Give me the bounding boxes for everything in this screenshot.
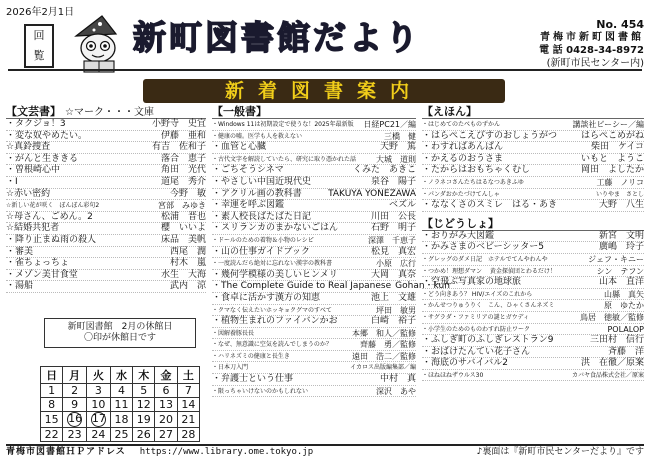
calendar-day: 5 <box>133 384 155 398</box>
book-title: ・ハリネズミの健康と長生き <box>212 352 290 360</box>
book-title: ・おばけたんてい花子さん <box>422 346 531 357</box>
category-heading <box>6 105 206 119</box>
book-author: 大岡 真奈 <box>370 269 416 280</box>
book-entry <box>422 289 644 301</box>
book-title: ・審美 <box>6 246 34 257</box>
book-entry <box>422 165 644 177</box>
calendar-day: 26 <box>133 428 155 442</box>
book-author: 日経PC21／編 <box>363 120 416 129</box>
book-title: ・クマなく伝えたいホッキョクグマのすべて <box>212 306 332 314</box>
book-entry <box>212 142 416 154</box>
book-entry <box>422 154 644 166</box>
category-heading <box>422 217 644 231</box>
book-entry <box>6 235 206 247</box>
book-entry <box>6 270 206 282</box>
calendar-week <box>41 384 200 398</box>
book-author: 山本 直洋 <box>598 277 644 288</box>
book-author: 床品 美帆 <box>160 234 206 245</box>
book-title: ・海底のサバイバル2 <box>422 358 509 369</box>
book-title: ・かみさまのベビーシッター5 <box>422 242 545 253</box>
book-title: ☆母さん、ごめん。2 <box>6 211 93 222</box>
book-author: TAKUYA YONEZAWA <box>328 188 416 199</box>
book-title: ・アクリル画の教科書 <box>212 188 302 199</box>
book-entry <box>6 189 206 201</box>
calendar-day-closed <box>87 412 111 428</box>
calendar-day: 23 <box>63 428 87 442</box>
book-author: 角田 光代 <box>160 165 206 176</box>
book-title: ・日本刀入門 <box>212 364 249 372</box>
book-title: ・I <box>6 176 18 187</box>
book-entry <box>212 119 416 131</box>
book-entry <box>6 281 206 293</box>
calendar-day: 6 <box>155 384 177 398</box>
calendar-day: 8 <box>41 398 63 412</box>
book-entry <box>422 347 644 359</box>
calendar-day: 1 <box>41 384 63 398</box>
book-author: 天野 篤 <box>379 142 416 153</box>
book-entry <box>6 131 206 143</box>
book-entry <box>422 254 644 266</box>
book-author: 鳥居 徳敏／監修 <box>580 312 644 322</box>
book-title: ・どう向きあう？ HIV/エイズのこれから <box>422 290 533 298</box>
book-author: 坪田 敏男 <box>376 305 416 315</box>
book-entry <box>6 154 206 166</box>
book-author: 白崎 裕子 <box>370 316 416 327</box>
book-title: ・はじめてのたべものずかん <box>422 121 501 128</box>
book-title: ・かえるのおうさま <box>422 153 504 164</box>
book-author: 柴田 ケイコ <box>590 142 644 153</box>
book-entry <box>212 177 416 189</box>
issue-date: 2026年2月1日 <box>6 7 75 18</box>
book-entry <box>212 235 416 247</box>
book-author: 櫻 いいよ <box>160 223 206 234</box>
book-title: ・湯船 <box>6 281 34 292</box>
book-title: ☆新しい花が咲く ぼんぼん彩句2 <box>6 202 100 210</box>
calendar-day: 9 <box>63 398 87 412</box>
mascot-illustration <box>70 14 130 76</box>
book-entry <box>422 200 644 212</box>
book-entry <box>422 131 644 143</box>
book-title: ・はらぺこえびすのおしょうがつ <box>422 130 558 141</box>
book-author: 池上 文雄 <box>370 292 416 303</box>
book-title: ・小学生のためのものわすれ防止ワーク <box>422 325 531 333</box>
book-entry <box>212 316 416 328</box>
book-author: 斉藤 洋 <box>607 346 644 357</box>
book-title: ・限っちゃいけないのかもしれない <box>212 387 309 395</box>
book-author: ジェフ・キニー <box>588 254 644 264</box>
book-author: 三田村 信行 <box>589 335 644 346</box>
book-author: くみた あきこ <box>352 165 416 176</box>
book-entry <box>6 200 206 212</box>
book-entry <box>422 358 644 370</box>
book-title: ・ドールのための着物＆小物のレシピ <box>212 236 314 244</box>
back-page-note: ♪裏面は『新町市民センターだより』です <box>476 447 644 457</box>
book-entry <box>212 270 416 282</box>
book-author: 深澤 千恵子 <box>368 235 416 245</box>
calendar-day: 4 <box>110 384 132 398</box>
book-entry <box>212 305 416 317</box>
book-entry <box>422 335 644 347</box>
book-entry <box>212 154 416 166</box>
book-title: ・植物生まれのファイバンかお <box>212 316 338 327</box>
book-title: ・雀ちょっちょ <box>6 258 70 269</box>
book-author: 大野 八生 <box>598 200 644 211</box>
book-entry <box>6 142 206 154</box>
book-title: ・曽根崎心中 <box>6 165 61 176</box>
calendar-day: 22 <box>41 428 63 442</box>
book-author: 落合 恵子 <box>160 153 206 164</box>
book-title: ・The Complete Guide to Real Japanese <box>212 281 392 292</box>
book-author: 本郷 和人／監修 <box>352 328 416 338</box>
calendar-day: 21 <box>177 412 199 428</box>
website-link[interactable]: https://www.library.ome.tokyo.jp <box>139 447 314 457</box>
weekday-header: 月 <box>63 367 87 384</box>
book-title: ・サグラダ・ファミリアの謎とガウディ <box>422 313 530 321</box>
calendar-week <box>41 398 200 412</box>
book-entry <box>422 142 644 154</box>
category-heading <box>212 105 416 119</box>
book-entry <box>422 242 644 254</box>
calendar-grid <box>40 366 200 442</box>
closure-calendar <box>40 318 200 442</box>
book-entry <box>422 119 644 131</box>
book-title: ・たからはおもちゃくむし <box>422 165 531 176</box>
book-author: 講談社ビーシー／編 <box>572 120 644 129</box>
book-title: ・メゾン美甘食堂 <box>6 269 78 280</box>
category-label: 【じどうしょ】 <box>422 216 499 230</box>
book-title: ☆結婚共犯者 <box>6 223 60 234</box>
book-author: 武内 涼 <box>169 281 206 292</box>
book-title: ・幾何学模様の美しいヒンメリ <box>212 269 338 280</box>
calendar-day: 27 <box>155 428 177 442</box>
book-title: ・変な奴やめたい。 <box>6 130 88 141</box>
calendar-day: 11 <box>110 398 132 412</box>
book-title: ・なぜ、無意識に空気を読んでしまうのか？ <box>212 341 332 349</box>
book-title: ☆真鈴捜査 <box>6 142 51 153</box>
calendar-day: 2 <box>63 384 87 398</box>
book-author: 宮部 みゆき <box>158 201 206 211</box>
book-entry <box>422 177 644 189</box>
closed-day-circle: 17 <box>91 412 106 425</box>
book-entry <box>212 281 450 293</box>
book-author: 洪 在徹／原案 <box>580 358 644 369</box>
book-author: 小野寺 史宜 <box>151 119 206 129</box>
book-entry <box>422 277 644 289</box>
footer <box>6 444 644 459</box>
book-author: 岡田 よしたか <box>580 165 644 176</box>
calendar-heading: 新町図書館 2月の休館日 <box>67 322 173 332</box>
circulation-stamp <box>24 24 54 68</box>
book-title: ・わすればあんぱん <box>422 142 504 153</box>
center-name: (新町市民センター内) <box>546 58 644 69</box>
book-author: いりやま さとし <box>595 190 644 198</box>
book-title: ・やさしい中国近現代史 <box>212 176 312 187</box>
book-entry <box>212 189 416 201</box>
calendar-day: 20 <box>155 412 177 428</box>
book-author: いもと ようこ <box>580 153 644 164</box>
book-title: ・おりがみ大図鑑 <box>422 230 495 241</box>
book-entry <box>422 312 644 324</box>
book-entry <box>6 223 206 235</box>
calendar-day: 24 <box>87 428 111 442</box>
book-author: 松浦 晋也 <box>160 211 206 222</box>
book-entry <box>212 165 416 177</box>
weekday-header: 金 <box>155 367 177 384</box>
calendar-day: 14 <box>177 398 199 412</box>
calendar-day: 3 <box>87 384 111 398</box>
calendar-day: 13 <box>155 398 177 412</box>
book-title: ・古代文字を解読していたら、研究に取り憑かれた話 <box>212 155 357 163</box>
book-entry <box>422 189 644 201</box>
book-author: 深沢 あや <box>376 386 416 396</box>
calendar-week <box>41 428 200 442</box>
column-picture-children <box>422 105 644 381</box>
book-author: POLALOP <box>607 324 644 334</box>
book-title: ・パンダおかたづけてんしゃ <box>422 190 500 198</box>
book-author: 廣嶋 玲子 <box>598 242 644 253</box>
book-entry <box>212 339 416 351</box>
book-author: 新宮 文明 <box>598 230 644 241</box>
book-author: 小原 広行 <box>376 259 416 269</box>
book-title: ・ふしぎ町のふしぎレストラン9 <box>422 335 554 346</box>
calendar-day: 15 <box>41 412 63 428</box>
book-author: Gohan・kun <box>395 281 450 292</box>
book-entry <box>212 351 416 363</box>
book-author: 水生 大海 <box>160 269 206 280</box>
book-author: 遠田 浩二／監修 <box>352 351 416 361</box>
new-books-banner <box>143 79 505 103</box>
book-title: ・一度読んだら絶対に忘れない漢字の教科書 <box>212 260 333 268</box>
header-info <box>539 18 644 70</box>
category-heading <box>422 105 644 119</box>
book-author: 西尾 潤 <box>169 246 206 257</box>
book-entry <box>6 212 206 224</box>
closed-day-circle: 16 <box>68 412 83 425</box>
book-entry <box>422 231 644 243</box>
book-title: ・Windows 11は初期設定で使うな！2025年最新版 <box>212 121 354 128</box>
issue-number: No. 454 <box>596 18 644 31</box>
book-author: はらぺこめがね <box>580 130 644 141</box>
book-author: 石野 明子 <box>370 223 416 234</box>
book-title: ・グレッグのダメ日記 ホテルでてんやわんや <box>422 255 548 263</box>
book-entry <box>422 324 644 336</box>
book-title: ・弁護士という仕事 <box>212 374 294 385</box>
category-label: 【一般書】 <box>212 105 267 118</box>
book-author: 村木 嵐 <box>169 258 206 269</box>
weekday-header: 水 <box>110 367 132 384</box>
calendar-day: 7 <box>177 384 199 398</box>
weekday-header: 日 <box>41 367 63 384</box>
calendar-day: 12 <box>133 398 155 412</box>
stamp-char: 回 <box>33 29 45 42</box>
book-entry <box>212 386 416 398</box>
book-entry <box>212 212 416 224</box>
stamp-char: 覧 <box>33 49 45 62</box>
calendar-day: 10 <box>87 398 111 412</box>
book-entry <box>422 370 644 382</box>
calendar-day: 19 <box>133 412 155 428</box>
book-entry <box>6 258 206 270</box>
book-title: ・ノラネコさんたちはるなつあきふゆ <box>422 178 524 186</box>
category-label: 【文芸書】 <box>6 105 61 118</box>
book-author: 工藤 ノリコ <box>596 177 644 187</box>
book-author: 大城 道則 <box>376 154 416 164</box>
book-title: ・がんと生ききる <box>6 153 79 164</box>
book-author: 泉谷 陽子 <box>370 176 416 187</box>
book-title: ☆赤い密約 <box>6 188 51 199</box>
category-label: 【えほん】 <box>422 105 477 118</box>
book-entry <box>212 258 416 270</box>
book-title: ・タクジョ！3 <box>6 119 66 129</box>
banner-text: 新着図書案内 <box>224 80 423 102</box>
book-entry <box>212 293 416 305</box>
book-entry <box>422 266 644 278</box>
weekday-header: 木 <box>133 367 155 384</box>
book-author: 山縣 真矢 <box>604 289 644 299</box>
book-title: ・素人校長ばたばた日記 <box>212 211 312 222</box>
book-entry <box>212 362 416 374</box>
book-entry <box>6 165 206 177</box>
book-title: ・ごちそうシネマ <box>212 165 284 176</box>
calendar-day: 18 <box>110 412 132 428</box>
category-legend: ☆マーク・・・文庫 <box>65 107 154 118</box>
calendar-title <box>44 318 196 348</box>
book-entry <box>212 328 416 340</box>
column-literature <box>6 105 206 293</box>
book-author: 齊藤 勇／監修 <box>360 340 416 350</box>
book-author: ベズル <box>388 200 416 211</box>
book-author: 原 ゆたか <box>604 301 644 311</box>
book-author: 今野 敏 <box>169 188 206 199</box>
book-author: 三橋 健 <box>384 131 416 141</box>
weekday-header: 火 <box>87 367 111 384</box>
book-entry <box>422 300 644 312</box>
newsletter-title: 新町図書館だより <box>133 18 421 57</box>
header-divider <box>8 69 642 71</box>
calendar-week <box>41 412 200 428</box>
calendar-note: 〇印が休館日です <box>83 333 156 343</box>
book-title: ・山の仕事ガイドブック <box>212 246 310 257</box>
calendar-day: 28 <box>177 428 199 442</box>
weekday-row <box>41 367 200 384</box>
book-author: 中村 真 <box>379 374 416 385</box>
book-entry <box>6 177 206 189</box>
book-entry <box>6 119 206 131</box>
book-entry <box>212 223 416 235</box>
book-author: 道尾 秀介 <box>160 176 206 187</box>
book-title: ・食卓に活かす漢方の知恵 <box>212 292 321 303</box>
weekday-header: 土 <box>177 367 199 384</box>
book-author: シン テフン <box>596 266 644 276</box>
book-title: ・図解養豚長長 <box>212 329 255 337</box>
book-title: ・幸運を呼ぶ図鑑 <box>212 200 285 211</box>
book-title: ・ほねほねザウルス30 <box>422 371 484 379</box>
book-author: 伊藤 亜和 <box>160 130 206 141</box>
book-title: ・かんせつりゅうりく こん、ひゃくさんネズミ <box>422 302 555 310</box>
book-title: ・ななくさのスミレ はる・あき <box>422 200 558 211</box>
book-author: 松見 真宏 <box>370 246 416 257</box>
book-title: ・空飛ぶ写真家の地球旅 <box>422 277 522 288</box>
library-name: 青梅市新町図書館 <box>540 32 644 43</box>
footer-label: 青梅市図書館ＨＰアドレス <box>6 447 126 457</box>
book-title: ・スリランカのまかないごはん <box>212 223 339 234</box>
book-entry <box>212 374 416 386</box>
book-entry <box>212 131 416 143</box>
calendar-day: 25 <box>110 428 132 442</box>
book-title: ・つかめ！理想ダマン 黄金探偵団とわるだけ！ <box>422 267 556 275</box>
book-author: イカロス出版編集部／編 <box>350 364 416 372</box>
book-title: ・健康の嘘。医学も人を救えない <box>212 132 303 140</box>
book-entry <box>212 247 416 259</box>
book-entry <box>212 200 416 212</box>
book-title: ・血管と心臓 <box>212 142 267 153</box>
phone-number: 電 話 0428-34-8972 <box>539 45 644 56</box>
book-author: カバヤ食品株式会社／原案 <box>571 371 644 379</box>
calendar-day-closed <box>63 412 87 428</box>
book-entry <box>6 247 206 259</box>
book-author: 川田 公長 <box>370 211 416 222</box>
book-title: ・降り止まぬ雨の殺人 <box>6 234 97 245</box>
book-author: 有吉 佐和子 <box>151 142 206 153</box>
